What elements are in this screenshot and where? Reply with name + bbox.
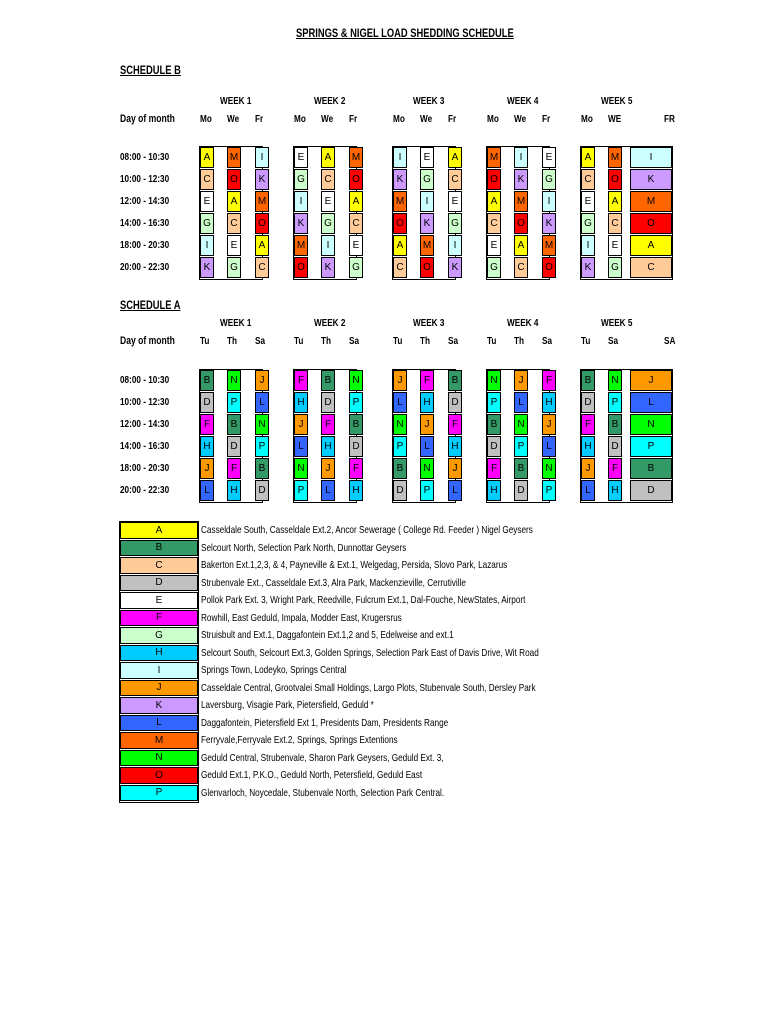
time-slot-label: 08:00 - 10:30 (120, 151, 170, 163)
schedule-cell: O (227, 169, 241, 190)
schedule-cell: I (255, 147, 269, 168)
day-header: SA (664, 335, 676, 347)
schedule-cell: M (393, 191, 407, 212)
legend-areas: Daggafontein, Pietersfield Ext 1, Presidents Dam, Presidents Range (201, 716, 449, 729)
day-header: We (227, 113, 240, 125)
schedule-cell: L (294, 436, 308, 457)
schedule-cell: L (630, 392, 672, 413)
legend-code: G (120, 627, 198, 644)
day-header: Fr (349, 113, 358, 125)
schedule-cell: F (349, 458, 363, 479)
legend-areas: Bakerton Ext.1,2,3, & 4, Payneville & Ext.1, Welgedag, Persida, Slovo Park, Lazarus (201, 559, 508, 571)
schedule-cell: I (200, 235, 214, 256)
day-header: Th (321, 335, 332, 347)
schedule-cell: H (420, 392, 434, 413)
schedule-cell: C (514, 257, 528, 278)
schedule-cell: E (542, 147, 556, 168)
day-header: Th (420, 335, 431, 347)
legend-code: J (120, 680, 198, 697)
schedule-cell: A (349, 191, 363, 212)
week-label: WEEK 3 (413, 95, 445, 107)
legend-areas: Selcourt North, Selection Park North, Dunnottar Geysers (201, 541, 407, 554)
schedule-cell: J (321, 458, 335, 479)
day-header: Mo (487, 113, 499, 125)
legend-code: D (120, 575, 198, 592)
schedule-cell: L (255, 392, 269, 413)
schedule-cell: F (581, 414, 595, 435)
schedule-cell: M (514, 191, 528, 212)
schedule-cell: O (349, 169, 363, 190)
schedule-cell: I (321, 235, 335, 256)
day-header: FR (664, 113, 675, 125)
schedule-cell: A (487, 191, 501, 212)
schedule-cell: A (448, 147, 462, 168)
time-slot-label: 14:00 - 16:30 (120, 217, 170, 229)
schedule-cell: O (630, 213, 672, 234)
day-header: We (514, 113, 527, 125)
schedule-cell: C (200, 169, 214, 190)
legend-areas: Strubenvale Ext., Casseldale Ext.3, Alra Park, Mackenzieville, Cerrutiville (201, 576, 466, 589)
schedule-cell: D (255, 480, 269, 501)
schedule-cell: F (608, 458, 622, 479)
schedule-cell: C (321, 169, 335, 190)
schedule-cell: E (349, 235, 363, 256)
schedule-label-b: SCHEDULE B (120, 63, 181, 77)
schedule-cell: K (255, 169, 269, 190)
schedule-cell: D (393, 480, 407, 501)
schedule-cell: G (294, 169, 308, 190)
schedule-cell: I (581, 235, 595, 256)
schedule-cell: D (581, 392, 595, 413)
time-slot-label: 12:00 - 14:30 (120, 195, 170, 207)
week-label: WEEK 2 (314, 95, 346, 107)
schedule-cell: E (448, 191, 462, 212)
schedule-cell: G (542, 169, 556, 190)
time-slot-label: 12:00 - 14:30 (120, 418, 170, 430)
schedule-cell: E (608, 235, 622, 256)
schedule-cell: M (608, 147, 622, 168)
schedule-cell: E (294, 147, 308, 168)
schedule-cell: I (420, 191, 434, 212)
legend-areas: Pollok Park Ext. 3, Wright Park, Reedville, Fulcrum Ext.1, Dal-Fouche, NewStates, Airport (201, 594, 526, 606)
day-header: We (420, 113, 433, 125)
schedule-cell: J (448, 458, 462, 479)
schedule-cell: D (321, 392, 335, 413)
schedule-cell: N (227, 370, 241, 391)
schedule-cell: J (393, 370, 407, 391)
schedule-cell: G (321, 213, 335, 234)
schedule-cell: J (542, 414, 556, 435)
schedule-cell: M (255, 191, 269, 212)
schedule-cell: I (630, 147, 672, 168)
schedule-cell: J (200, 458, 214, 479)
legend-areas: Glenvarloch, Noycedale, Stubenvale North, Selection Park Central. (201, 786, 445, 799)
legend-code: F (120, 610, 198, 627)
schedule-cell: A (514, 235, 528, 256)
legend-code: M (120, 732, 198, 749)
week-label: WEEK 4 (507, 317, 539, 329)
schedule-cell: P (227, 392, 241, 413)
schedule-cell: N (294, 458, 308, 479)
schedule-cell: L (200, 480, 214, 501)
day-header: WE (608, 113, 622, 125)
schedule-cell: J (581, 458, 595, 479)
legend-code: A (120, 522, 198, 539)
schedule-cell: H (200, 436, 214, 457)
schedule-cell: C (255, 257, 269, 278)
day-header: Sa (255, 335, 266, 347)
day-header: Mo (200, 113, 212, 125)
time-slot-label: 18:00 - 20:30 (120, 239, 170, 251)
schedule-cell: N (542, 458, 556, 479)
legend-areas: Geduld Ext.1, P.K.O., Geduld North, Petersfield, Geduld East (201, 769, 423, 781)
legend-code: K (120, 697, 198, 714)
schedule-cell: N (487, 370, 501, 391)
schedule-cell: M (487, 147, 501, 168)
schedule-cell: P (542, 480, 556, 501)
schedule-cell: A (200, 147, 214, 168)
schedule-cell: N (393, 414, 407, 435)
schedule-cell: H (542, 392, 556, 413)
schedule-cell: N (420, 458, 434, 479)
schedule-cell: G (227, 257, 241, 278)
legend-code: P (120, 785, 198, 802)
schedule-cell: G (608, 257, 622, 278)
legend-areas: Struisbult and Ext.1, Daggafontein Ext.1,2 and 5, Edelweise and ext.1 (201, 629, 454, 641)
day-header: Sa (542, 335, 553, 347)
schedule-cell: I (542, 191, 556, 212)
schedule-cell: C (630, 257, 672, 278)
schedule-cell: E (200, 191, 214, 212)
day-header: Th (227, 335, 238, 347)
schedule-cell: I (393, 147, 407, 168)
schedule-cell: K (514, 169, 528, 190)
day-header: Tu (294, 335, 304, 347)
schedule-cell: K (321, 257, 335, 278)
day-header: Mo (393, 113, 405, 125)
time-slot-label: 18:00 - 20:30 (120, 462, 170, 474)
schedule-cell: M (349, 147, 363, 168)
schedule-cell: P (514, 436, 528, 457)
legend-areas: Rowhill, East Geduld, Impala, Modder East, Krugersrus (201, 611, 402, 624)
schedule-cell: M (542, 235, 556, 256)
schedule-cell: L (542, 436, 556, 457)
schedule-cell: F (542, 370, 556, 391)
schedule-cell: A (393, 235, 407, 256)
schedule-cell: B (321, 370, 335, 391)
schedule-cell: B (349, 414, 363, 435)
schedule-cell: K (448, 257, 462, 278)
legend-code: C (120, 557, 198, 574)
day-header: Tu (200, 335, 210, 347)
schedule-cell: O (514, 213, 528, 234)
schedule-cell: K (200, 257, 214, 278)
time-slot-label: 10:00 - 12:30 (120, 396, 170, 408)
schedule-cell: L (321, 480, 335, 501)
legend-areas: Geduld Central, Strubenvale, Sharon Park Geysers, Geduld Ext. 3, (201, 751, 444, 764)
schedule-cell: B (227, 414, 241, 435)
schedule-cell: G (448, 213, 462, 234)
schedule-cell: A (227, 191, 241, 212)
schedule-cell: D (349, 436, 363, 457)
schedule-cell: J (630, 370, 672, 391)
time-slot-label: 20:00 - 22:30 (120, 261, 170, 273)
schedule-cell: C (227, 213, 241, 234)
schedule-cell: F (420, 370, 434, 391)
schedule-cell: H (294, 392, 308, 413)
schedule-cell: F (487, 458, 501, 479)
schedule-cell: D (487, 436, 501, 457)
day-of-month-label: Day of month (120, 335, 175, 347)
legend-code: I (120, 662, 198, 679)
schedule-cell: J (255, 370, 269, 391)
schedule-cell: F (321, 414, 335, 435)
legend-areas: Casseldale South, Casseldale Ext.2, Ancor Sewerage ( College Rd. Feeder ) Nigel Geysers (201, 524, 533, 536)
legend-code: H (120, 645, 198, 662)
day-header: Th (514, 335, 525, 347)
schedule-cell: C (448, 169, 462, 190)
legend-code: B (120, 540, 198, 557)
week-label: WEEK 1 (220, 317, 252, 329)
schedule-cell: F (448, 414, 462, 435)
schedule-cell: J (514, 370, 528, 391)
legend-code: E (120, 592, 198, 609)
schedule-cell: H (448, 436, 462, 457)
schedule-cell: B (200, 370, 214, 391)
legend-areas: Laversburg, Visagie Park, Pietersfield, Geduld * (201, 699, 374, 711)
schedule-cell: A (630, 235, 672, 256)
schedule-cell: O (608, 169, 622, 190)
schedule-cell: G (200, 213, 214, 234)
day-of-month-label: Day of month (120, 113, 175, 125)
week-label: WEEK 3 (413, 317, 445, 329)
schedule-cell: L (448, 480, 462, 501)
schedule-cell: L (514, 392, 528, 413)
schedule-cell: D (608, 436, 622, 457)
schedule-cell: C (487, 213, 501, 234)
schedule-cell: A (255, 235, 269, 256)
schedule-cell: I (514, 147, 528, 168)
schedule-cell: D (448, 392, 462, 413)
schedule-cell: P (630, 436, 672, 457)
schedule-cell: M (294, 235, 308, 256)
schedule-cell: H (227, 480, 241, 501)
schedule-cell: F (294, 370, 308, 391)
schedule-label-a: SCHEDULE A (120, 298, 181, 312)
day-header: Fr (255, 113, 264, 125)
schedule-cell: G (349, 257, 363, 278)
day-header: Sa (349, 335, 360, 347)
schedule-cell: B (514, 458, 528, 479)
schedule-cell: P (393, 436, 407, 457)
day-header: Mo (294, 113, 306, 125)
week-label: WEEK 4 (507, 95, 539, 107)
legend-code: L (120, 715, 198, 732)
schedule-cell: B (448, 370, 462, 391)
schedule-cell: P (487, 392, 501, 413)
schedule-cell: F (227, 458, 241, 479)
schedule-cell: B (393, 458, 407, 479)
schedule-cell: C (393, 257, 407, 278)
schedule-cell: E (227, 235, 241, 256)
schedule-cell: N (608, 370, 622, 391)
schedule-cell: C (608, 213, 622, 234)
schedule-cell: G (581, 213, 595, 234)
schedule-cell: J (294, 414, 308, 435)
schedule-cell: M (630, 191, 672, 212)
page-title: SPRINGS & NIGEL LOAD SHEDDING SCHEDULE (296, 26, 514, 40)
day-header: Sa (608, 335, 619, 347)
schedule-cell: D (200, 392, 214, 413)
legend-areas: Springs Town, Lodeyko, Springs Central (201, 664, 347, 676)
time-slot-label: 20:00 - 22:30 (120, 484, 170, 496)
schedule-cell: N (630, 414, 672, 435)
schedule-cell: K (294, 213, 308, 234)
schedule-cell: K (630, 169, 672, 190)
week-label: WEEK 5 (601, 317, 633, 329)
week-label: WEEK 1 (220, 95, 252, 107)
schedule-cell: E (420, 147, 434, 168)
schedule-cell: P (608, 392, 622, 413)
schedule-cell: P (349, 392, 363, 413)
schedule-cell: N (514, 414, 528, 435)
schedule-cell: P (255, 436, 269, 457)
schedule-cell: D (630, 480, 672, 501)
schedule-cell: O (294, 257, 308, 278)
schedule-cell: D (514, 480, 528, 501)
schedule-cell: G (487, 257, 501, 278)
schedule-cell: J (420, 414, 434, 435)
day-header: Fr (448, 113, 457, 125)
schedule-cell: O (255, 213, 269, 234)
day-header: Fr (542, 113, 551, 125)
schedule-cell: E (487, 235, 501, 256)
week-label: WEEK 5 (601, 95, 633, 107)
schedule-cell: O (393, 213, 407, 234)
legend-areas: Ferryvale,Ferryvale Ext.2, Springs, Springs Extentions (201, 734, 398, 746)
schedule-cell: L (581, 480, 595, 501)
schedule-cell: H (321, 436, 335, 457)
schedule-cell: D (227, 436, 241, 457)
schedule-cell: E (321, 191, 335, 212)
schedule-cell: O (487, 169, 501, 190)
schedule-cell: K (542, 213, 556, 234)
day-header: Sa (448, 335, 459, 347)
schedule-cell: P (294, 480, 308, 501)
legend-areas: Selcourt South, Selcourt Ext.3, Golden Springs, Selection Park East of Davis Drive, Wit Road (201, 646, 539, 659)
day-header: Tu (487, 335, 497, 347)
schedule-cell: H (349, 480, 363, 501)
week-label: WEEK 2 (314, 317, 346, 329)
legend-areas: Casseldale Central, Grootvalei Small Holdings, Largo Plots, Stubenvale South, Dersley Park (201, 681, 536, 694)
schedule-cell: O (542, 257, 556, 278)
legend-code: N (120, 750, 198, 767)
day-header: Mo (581, 113, 593, 125)
schedule-cell: F (200, 414, 214, 435)
schedule-cell: B (487, 414, 501, 435)
schedule-cell: H (487, 480, 501, 501)
schedule-cell: A (608, 191, 622, 212)
day-header: We (321, 113, 334, 125)
schedule-cell: K (393, 169, 407, 190)
schedule-cell: B (581, 370, 595, 391)
schedule-cell: I (294, 191, 308, 212)
schedule-cell: N (349, 370, 363, 391)
time-slot-label: 14:00 - 16:30 (120, 440, 170, 452)
schedule-cell: N (255, 414, 269, 435)
schedule-cell: B (608, 414, 622, 435)
schedule-cell: B (255, 458, 269, 479)
schedule-cell: K (420, 213, 434, 234)
time-slot-label: 10:00 - 12:30 (120, 173, 170, 185)
day-header: Tu (393, 335, 403, 347)
schedule-cell: M (420, 235, 434, 256)
schedule-cell: P (420, 480, 434, 501)
schedule-cell: L (393, 392, 407, 413)
day-header: Tu (581, 335, 591, 347)
schedule-cell: M (227, 147, 241, 168)
legend-code: O (120, 767, 198, 784)
schedule-cell: I (448, 235, 462, 256)
schedule-cell: A (581, 147, 595, 168)
schedule-cell: C (581, 169, 595, 190)
schedule-cell: B (630, 458, 672, 479)
schedule-cell: E (581, 191, 595, 212)
schedule-cell: A (321, 147, 335, 168)
schedule-cell: L (420, 436, 434, 457)
schedule-cell: C (349, 213, 363, 234)
time-slot-label: 08:00 - 10:30 (120, 374, 170, 386)
schedule-cell: H (608, 480, 622, 501)
schedule-cell: O (420, 257, 434, 278)
schedule-cell: K (581, 257, 595, 278)
schedule-cell: H (581, 436, 595, 457)
schedule-cell: G (420, 169, 434, 190)
